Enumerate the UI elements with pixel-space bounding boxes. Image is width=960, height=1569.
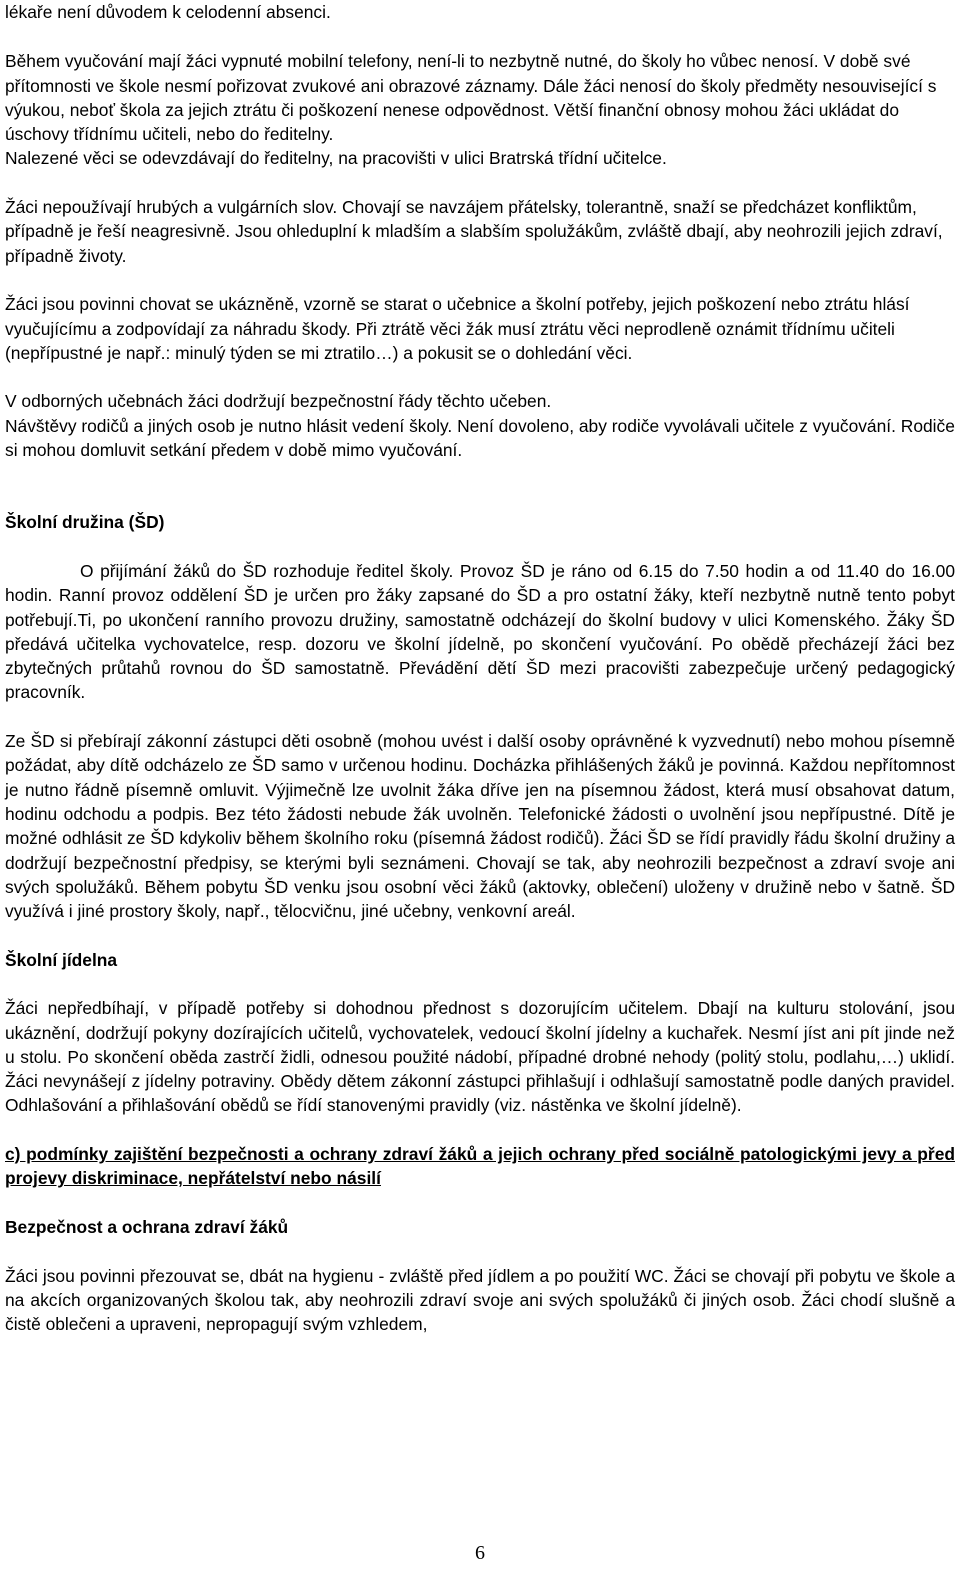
paragraph-visits: Návštěvy rodičů a jiných osob je nutno hlásit vedení školy. Není dovoleno, aby rodiče vyvolávali učitele z vyučování. Rodiče si mohou domluvit setkání předem v době mimo vyučování. [5, 415, 955, 461]
paragraph-behaviour: Žáci jsou povinni chovat se ukázněně, vzorně se starat o učebnice a školní potřeby, jejich poškození nebo ztrátu hlásí vyučujícímu a zodpovídají za náhradu škody. Při ztrátě věci žák musí ztrátu věci neprodleně oznámit třídnímu učiteli (nepřípustné je např.: minulý týden se mi ztratilo…) a pokusit se o dohledání věci. [5, 294, 910, 363]
paragraph-druzina-provoz: O přijímání žáků do ŠD rozhoduje ředitel školy. Provoz ŠD je ráno od 6.15 do 7.50 hodin a od 11.40 do 16.00 hodin. Ranní provoz oddělení ŠD je určen pro žáky zapsané do ŠD a pro ostatní žáky, kteří nezbytně nutně tento pobyt potřebují.Ti, po ukončení ranního provozu družiny, samostatně odcházejí do školní budovy v ulici Komenského. Žáky ŠD předává učitelka vychovatelce, resp. dozoru ve školní jídelně, po skončení vyučování. Po obědě přecházejí žáci bez zbytečných průtahů rovnou do ŠD samostatně. Převádění dětí ŠD mezi pracovišti zabezpečuje určený pedagogický pracovník. [5, 560, 955, 703]
document-page [5, 0, 955, 1336]
heading-skolni-druzina: Školní družina (ŠD) [5, 512, 165, 533]
heading-section-c: c) podmínky zajištění bezpečnosti a ochrany zdraví žáků a jejich ochrany před sociálně patologickými jevy a před projevy diskriminace, nepřátelství nebo násilí [5, 1144, 955, 1189]
heading-skolni-jidelna: Školní jídelna [5, 949, 118, 970]
heading-bezpecnost: Bezpečnost a ochrana zdraví žáků [5, 1216, 289, 1237]
paragraph-found-items: Nalezené věci se odevzdávají do ředitelny, na pracovišti v ulici Bratrská třídní učitelce. [5, 148, 667, 169]
paragraph-absence: lékaře není důvodem k celodenní absenci. [5, 2, 331, 22]
paragraph-language: Žáci nepoužívají hrubých a vulgárních slov. Chovají se navzájem přátelsky, tolerantně, snaží se předcházet konfliktům, případně je řeší neagresivně. Jsou ohleduplní k mladším a slabším spolužákům, zvláště dbají, aby neohrozili jejich zdraví, případně životy. [5, 197, 943, 266]
paragraph-special-classrooms: V odborných učebnách žáci dodržují bezpečnostní řády těchto učeben. [5, 391, 552, 412]
page-number: 6 [475, 1542, 485, 1564]
paragraph-phones: Během vyučování mají žáci vypnuté mobilní telefony, není-li to nezbytně nutné, do školy ho vůbec nenosí. V době své přítomnosti ve škole nesmí pořizovat zvukové ani obrazové záznamy. Dále žáci nenosí do školy předměty nesouvisející s výukou, neboť škola za jejich ztrátu či poškození nenese odpovědnost. Větší finanční obnosy mohou žáci ukládat do úschovy třídnímu učiteli, nebo do ředitelny. [5, 51, 937, 145]
paragraph-jidelna: Žáci nepředbíhají, v případě potřeby si dohodnou přednost s dozorujícím učitelem. Dbají na kulturu stolování, jsou ukáznění, dodržují pokyny dozírajících učitelů, vychovatelek, vedoucí školní jídelny a kuchařek. Nesmí jíst ani pít jinde než u stolu. Po skončení oběda zastrčí židli, odnesou použité nádobí, případné drobné nehody (politý stolu, podlahu,…) uklidí. Žáci nevynášejí z jídelny potraviny. Obědy dětem zákonní zástupci přihlašují i odhlašují samostatně podle daných pravidel. Odhlašování a přihlašování obědů se řídí stanovenými pravidly (viz. nástěnka ve školní jídelně). [5, 998, 955, 1116]
paragraph-bezpecnost: Žáci jsou povinni přezouvat se, dbát na hygienu - zvláště před jídlem a po použití WC. Žáci se chovají při pobytu ve škole a na akcích organizovaných školou tak, aby neohrozili zdraví svoje ani svých spolužáků či jiných osob. Žáci chodí slušně a čistě oblečeni a upraveni, nepropagují svým vzhledem, [5, 1265, 955, 1335]
paragraph-druzina-vyzvedavani: Ze ŠD si přebírají zákonní zástupci děti osobně (mohou uvést i další osoby oprávněné k vyzvednutí) nebo mohou písemně požádat, aby dítě odcházelo ze ŠD samo v určenou hodinu. Docházka přihlášených žáků je povinná. Každou nepřítomnost je nutno řádně písemně omluvit. Výjimečně lze uvolnit žáka dříve jen na písemnou žádost, která musí obsahovat datum, hodinu odchodu a podpis. Bez této žádosti nebude žák uvolněn. Telefonické žádosti o uvolnění jsou nepřípustné. Dítě je možné odhlásit ze ŠD kdykoliv během školního roku (písemná žádost rodičů). Žáci ŠD se řídí pravidly řádu školní družiny a dodržují bezpečnostní předpisy, se kterými byli seznámeni. Chovají se tak, aby neohrozili bezpečnost a zdraví svoje ani svých spolužáků. Během pobytu ŠD venku jsou osobní věci žáků (aktovky, oblečení) uloženy v družině nebo v šatně. ŠD využívá i jiné prostory školy, např., tělocvičnu, jiné učebny, venkovní areál. [5, 731, 955, 922]
